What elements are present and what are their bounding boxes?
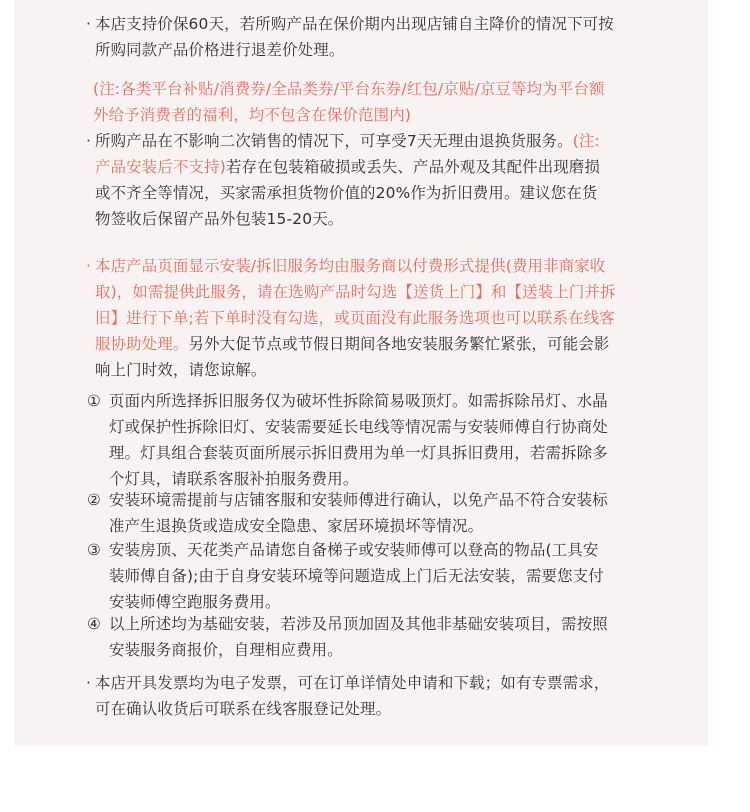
text-line: 安装房顶、天花类产品请您自备梯子或安装师傅可以登高的物品(工具安 [109,541,599,559]
text-line: 本店开具发票均为电子发票，可在订单详情处申请和下载；如有专票需求， [95,674,610,692]
text-line: 产品安装后不支持)若存在包装箱破损或丢失、产品外观及其配件出现磨损 [95,158,601,176]
circled-number-4: ④ [87,615,101,633]
text-line: 外给予消费者的福利，均不包含在保价范围内) [93,106,412,124]
text-line: 服协助处理。另外大促节点或节假日期间各地安装服务繁忙紧张，可能会影 [95,335,610,353]
text-line: 页面内所选择拆旧服务仅为破坏性拆除简易吸顶灯。如需拆除吊灯、水晶 [109,392,608,410]
text-line: 安装服务商报价，自理相应费用。 [109,641,343,659]
bullet: · [86,132,92,150]
text-line: 个灯具，请联系客服补拍服务费用。 [109,470,359,488]
text-line: 安装环境需提前与店铺客服和安装师傅进行确认，以免产品不符合安装标 [109,491,608,509]
circled-number-2: ② [87,491,101,509]
text-line: 灯或保护性拆除旧灯、安装需要延长电线等情况需与安装师傅自行协商处 [109,418,608,436]
circled-number-3: ③ [87,541,101,559]
text-line: 以上所述均为基础安装，若涉及吊顶加固及其他非基础安装项目，需按照 [109,615,608,633]
text-line: 旧】进行下单;若下单时没有勾选，或页面没有此服务选项也可以联系在线客 [95,309,615,327]
bullet: · [86,15,92,33]
bullet: · [86,257,92,275]
text-line: 安装师傅空跑服务费用。 [109,593,281,611]
text-line: 物签收后保留产品外包装15-20天。 [95,210,344,228]
text-line: 或不齐全等情况，买家需承担货物价值的20%作为折旧费用。建议您在货 [95,184,598,202]
text-line: (注:各类平台补贴/消费券/全品类券/平台东券/红包/京贴/京豆等均为平台额 [93,80,605,98]
text-line: 理。灯具组合套装页面所展示拆旧费用为单一灯具拆旧费用，若需拆除多 [109,444,608,462]
text-line: 可在确认收货后可联系在线客服登记处理。 [95,700,392,718]
text-line: 取)，如需提供此服务，请在选购产品时勾选【送货上门】和【送装上门并拆 [95,283,616,301]
text-line: 所购产品在不影响二次销售的情况下，可享受7天无理由退换货服务。(注: [95,132,600,150]
text-line: 准产生退换货或造成安全隐患、家居环境损坏等情况。 [109,517,484,535]
text-line: 本店产品页面显示安装/拆旧服务均由服务商以付费形式提供(费用非商家收 [95,257,606,275]
text-line: 所购同款产品价格进行退差价处理。 [95,41,345,59]
text-line: 装师傅自备);由于自身安装环境等问题造成上门后无法安装，需要您支付 [109,567,604,585]
circled-number-1: ① [87,392,101,410]
text-line: 响上门时效，请您谅解。 [95,361,267,379]
text-line: 本店支持价保60天，若所购产品在保价期内出现店铺自主降价的情况下可按 [95,15,614,33]
bullet: · [86,674,92,692]
